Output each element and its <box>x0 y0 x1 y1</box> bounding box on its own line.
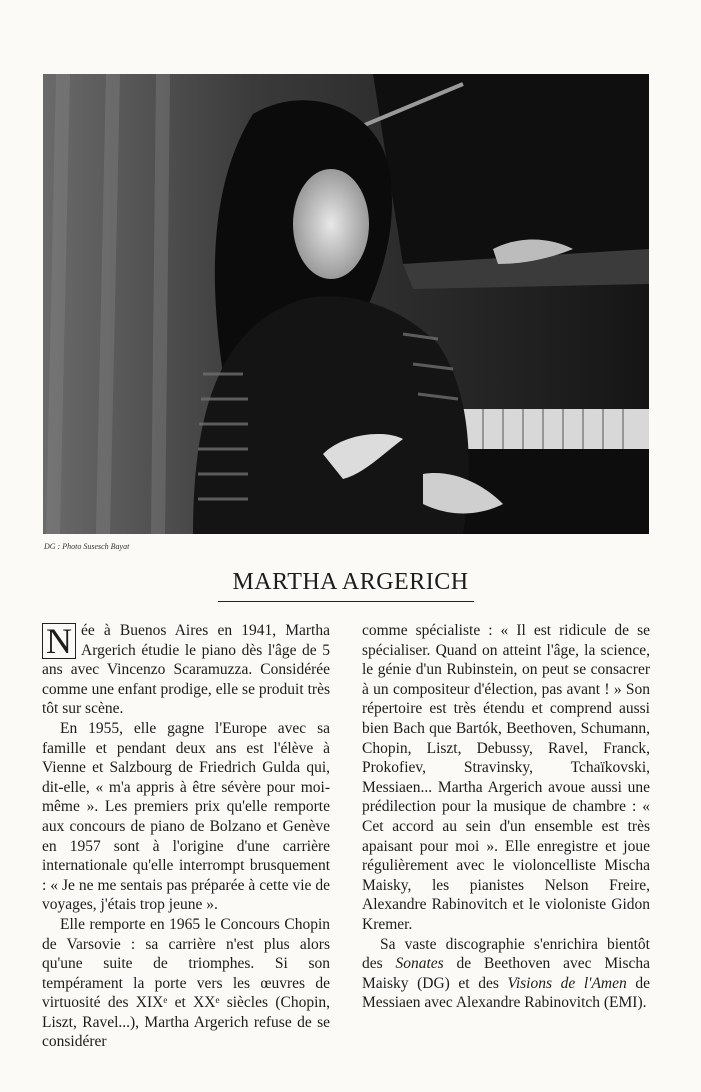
paragraph: Elle remporte en 1965 le Concours Chopin de Varsovie : sa carrière n'est plus alors qu'une suite de triomphes. Si son tempérament la porte vers les œuvres de virtuosité des XIXᵉ et XXᵉ siècles (Chopin, Liszt, Ravel...), Martha Argerich refuse de se considérer <box>42 915 330 1051</box>
portrait-photo <box>43 74 649 534</box>
paragraph <box>42 621 330 719</box>
drop-cap: N <box>42 623 76 659</box>
paragraph-text: ée à Buenos Aires en 1941, Martha Argerich étudie le piano dès l'âge de 5 ans avec Vincenzo Scaramuzza. Considérée comme une enfant prodige, elle se produit très tôt sur scène. <box>42 622 330 718</box>
right-column <box>362 621 650 1013</box>
pianist-at-piano-image <box>43 74 649 534</box>
work-title: Sonates <box>395 955 444 973</box>
work-title: Visions de l'Amen <box>507 974 627 992</box>
paragraph: comme spécialiste : « Il est ridicule de se spécialiser. Quand on atteint l'âge, la science, le génie d'un Rubinstein, on peut se consacrer à un compositeur d'élection, pas avant ! » Son répertoire est très étendu et comprend aussi bien Bach que Bartók, Beethoven, Schumann, Chopin, Liszt, Debussy, Ravel, Franck, Prokofiev, Stravinsky, Tchaïkovski, Messiaen... Martha Argerich avoue aussi une prédilection pour la musique de chambre : « Cet accord au sein d'un ensemble est très apaisant pour moi ». Elle enregistre et joue régulièrement avec le violoncelliste Mischa Maisky, les pianistes Nelson Freire, Alexandre Rabinovitch et le violoniste Gidon Kremer. <box>362 622 650 933</box>
article-title: MARTHA ARGERICH <box>232 569 469 595</box>
text-span: Sa vaste discographie s'enrichira bientôt des <box>362 935 650 973</box>
paragraph-discography <box>362 935 650 1013</box>
title-underline <box>218 601 474 602</box>
left-column <box>42 621 330 1052</box>
photo-credit: DG : Photo Susesch Bayat <box>44 542 130 551</box>
text-span: de Beethoven avec Mischa Maisky (DG) et des <box>362 955 650 992</box>
text-span: de Messiaen avec Alexandre Rabinovitch (EMI). <box>362 974 651 1012</box>
paragraph: En 1955, elle gagne l'Europe avec sa famille et pendant deux ans est l'élève à Vienne et Salzbourg de Friedrich Gulda qui, dit-elle, « m'a appris à être sévère pour moi-même ». Les premiers prix qu'elle remporte aux concours de piano de Bolzano et Genève en 1957 sont à l'origine d'une carrière internationale qu'elle interrompt brusquement : « Je ne me sentais pas préparée à cette vie de voyages, j'étais trop jeune ». <box>42 719 330 914</box>
